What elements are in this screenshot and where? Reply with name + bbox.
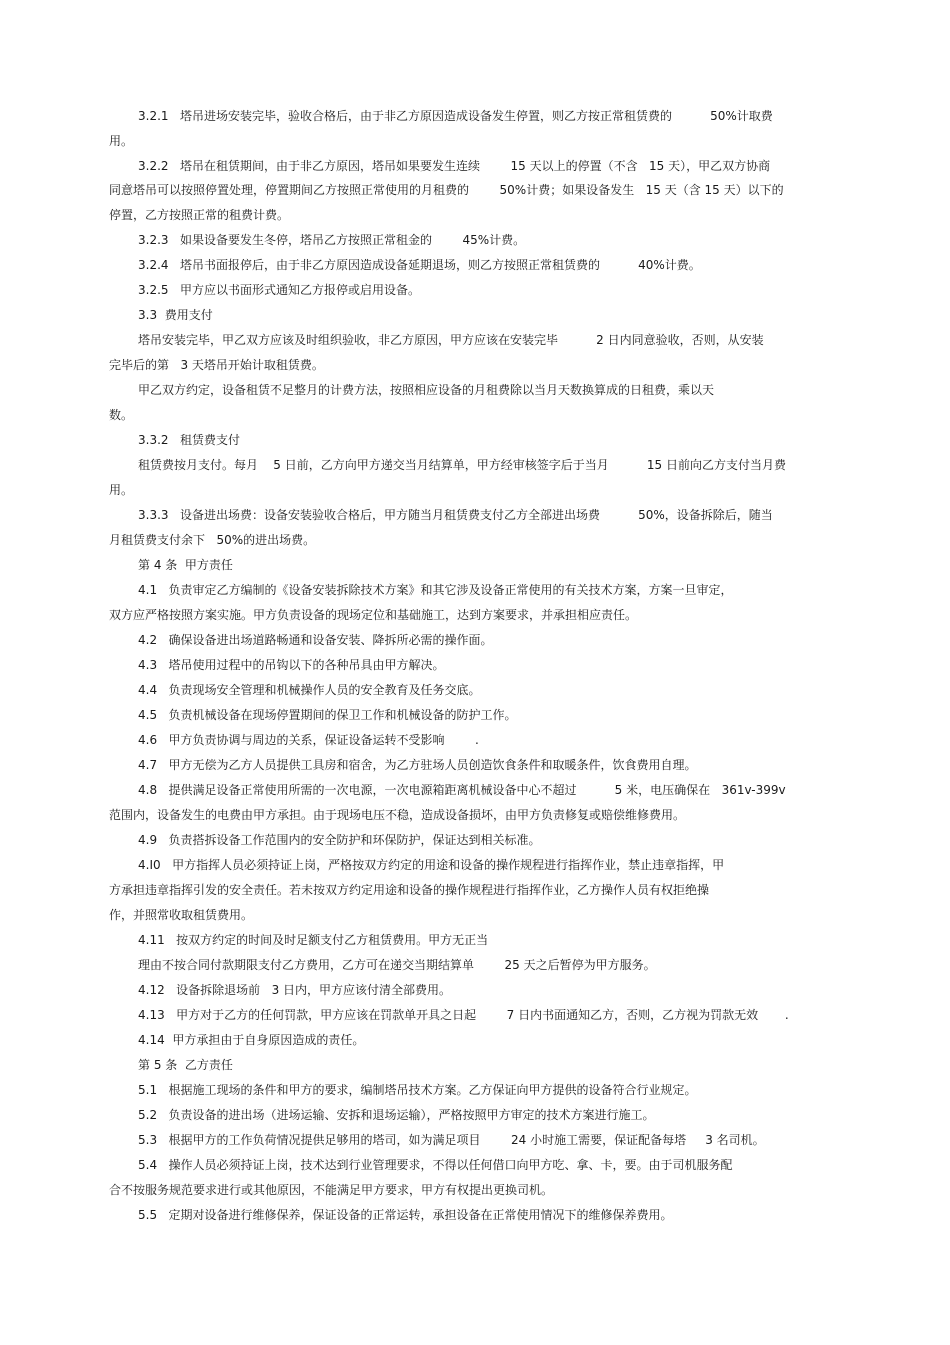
text-line: 甲乙双方约定，设备租赁不足整月的计费方法，按照相应设备的月租费除以当月天数换算成的日租费，乘以天 [138, 383, 715, 397]
text-line: 塔吊安装完毕，甲乙双方应该及时组织验收，非乙方原因，甲方应该在安装完毕 2 日内同意验收，否则，从安装 [138, 333, 764, 347]
text-line: 停置，乙方按照正常的租费计费。 [109, 208, 290, 222]
text-line: 数。 [109, 408, 134, 422]
text-line: 3.2.2 塔吊在租赁期间，由于非乙方原因，塔吊如果要发生连续 15 天以上的停置（不含 15 天），甲乙双方协商 [138, 159, 771, 173]
text-line: 5.2 负责设备的进出场（进场运输、安拆和退场运输），严格按照甲方审定的技术方案进行施工。 [138, 1108, 655, 1122]
text-line: 理由不按合同付款期限支付乙方费用，乙方可在递交当期结算单 25 天之后暂停为甲方服务。 [138, 958, 656, 972]
text-line: 4.12 设备拆除退场前 3 日内，甲方应该付清全部费用。 [138, 983, 452, 997]
text-line: 4.6 甲方负责协调与周边的关系，保证设备运转不受影响 . [138, 733, 479, 747]
text-line: 租赁费按月支付。每月 5 日前，乙方向甲方递交当月结算单，甲方经审核签字后于当月 15 日前向乙方支付当月费 [138, 458, 786, 472]
text-line: 3.2.3 如果设备要发生冬停，塔吊乙方按照正常租金的 45%计费。 [138, 233, 526, 247]
text-line: 范围内，设备发生的电费由甲方承担。由于现场电压不稳，造成设备损坏，由甲方负责修复或赔偿维修费用。 [109, 808, 686, 822]
text-line: 5.3 根据甲方的工作负荷情况提供足够用的塔司，如为满足项目 24 小时施工需要，保证配备每塔 3 名司机。 [138, 1133, 765, 1147]
section-heading: 3.3.2 租赁费支付 [138, 433, 240, 447]
text-line: 双方应严格按照方案实施。甲方负责设备的现场定位和基础施工，达到方案要求，并承担相应责任。 [109, 608, 638, 622]
text-line: 4.11 按双方约定的时间及时足额支付乙方租赁费用。甲方无正当 [138, 933, 489, 947]
text-line: 5.4 操作人员必须持证上岗，技术达到行业管理要求，不得以任何借口向甲方吃、拿、卡，要。由于司机服务配 [138, 1158, 733, 1172]
text-line: 4.5 负责机械设备在现场停置期间的保卫工作和机械设备的防护工作。 [138, 708, 517, 722]
text-line: 4.9 负责搭拆设备工作范围内的安全防护和环保防护，保证达到相关标准。 [138, 833, 541, 847]
text-line: 4.I0 甲方指挥人员必须持证上岗，严格按双方约定的用途和设备的操作规程进行指挥作业，禁止违章指挥，甲 [138, 858, 725, 872]
text-line: 3.2.4 塔吊书面报停后，由于非乙方原因造成设备延期退场，则乙方按照正常租赁费的 40%计费。 [138, 258, 701, 272]
text-line: 4.1 负责审定乙方编制的《设备安装拆除技术方案》和其它涉及设备正常使用的有关技术方案，方案一旦审定， [138, 583, 733, 597]
text-line: 合不按服务规范要求进行或其他原因，不能满足甲方要求，甲方有权提出更换司机。 [109, 1183, 554, 1197]
text-line: 用。 [109, 134, 134, 148]
text-line: 4.4 负责现场安全管理和机械操作人员的安全教育及任务交底。 [138, 683, 481, 697]
text-line: 完毕后的第 3 天塔吊开始计取租赁费。 [109, 358, 324, 372]
text-line: 5.5 定期对设备进行维修保养，保证设备的正常运转，承担设备在正常使用情况下的维修保养费用。 [138, 1208, 673, 1222]
text-line: 4.7 甲方无偿为乙方人员提供工具房和宿舍，为乙方驻场人员创造饮食条件和取暖条件，饮食费用自理。 [138, 758, 697, 772]
section-heading: 第 5 条 乙方责任 [138, 1058, 233, 1072]
text-line: 作，并照常收取租赁费用。 [109, 908, 254, 922]
text-line: 用。 [109, 483, 134, 497]
text-line: 4.8 提供满足设备正常使用所需的一次电源，一次电源箱距离机械设备中心不超过 5 米，电压确保在 361v-399v [138, 783, 786, 797]
text-line: 3.2.5 甲方应以书面形式通知乙方报停或启用设备。 [138, 283, 420, 297]
text-line: 4.3 塔吊使用过程中的吊钩以下的各种吊具由甲方解决。 [138, 658, 445, 672]
text-line: 月租赁费支付余下 50%的进出场费。 [109, 533, 316, 547]
text-line: 4.14 甲方承担由于自身原因造成的责任。 [138, 1033, 365, 1047]
section-heading: 3.3 费用支付 [138, 308, 213, 322]
text-line: 4.2 确保设备进出场道路畅通和设备安装、降拆所必需的操作面。 [138, 633, 493, 647]
text-line: 3.3.3 设备进出场费：设备安装验收合格后，甲方随当月租赁费支付乙方全部进出场费 50%，设备拆除后，随当 [138, 508, 773, 522]
text-line: 4.13 甲方对于乙方的任何罚款，甲方应该在罚款单开具之日起 7 日内书面通知乙方，否则，乙方视为罚款无效 . [138, 1008, 789, 1022]
text-line: 3.2.1 塔吊进场安装完毕，验收合格后，由于非乙方原因造成设备发生停置，则乙方按正常租赁费的 50%计取费 [138, 109, 773, 123]
text-line: 方承担违章指挥引发的安全责任。若未按双方约定用途和设备的操作规程进行指挥作业，乙方操作人员有权拒绝操 [109, 883, 710, 897]
text-line: 5.1 根据施工现场的条件和甲方的要求，编制塔吊技术方案。乙方保证向甲方提供的设备符合行业规定。 [138, 1083, 697, 1097]
text-line: 同意塔吊可以按照停置处理，停置期间乙方按照正常使用的月租费的 50%计费；如果设备发生 15 天（含 15 天）以下的 [109, 183, 784, 197]
section-heading: 第 4 条 甲方责任 [138, 558, 233, 572]
